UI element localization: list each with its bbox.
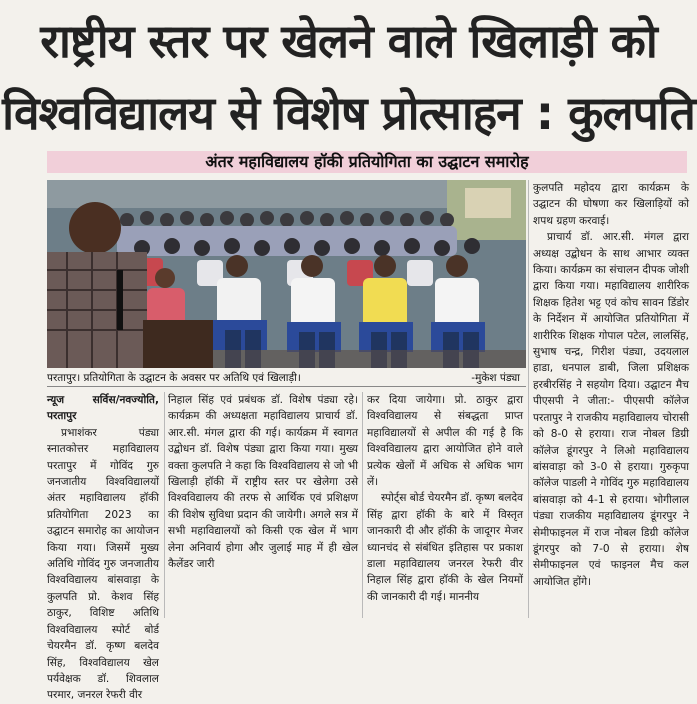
headline-line-1: राष्ट्रीय स्तर पर खेलने वाले खिलाड़ी को [40,14,657,68]
article-paragraph: प्राचार्य डॉ. आर.सी. मंगल द्वारा अध्यक्ष उद्बोधन के साथ आभार व्यक्त किया। कार्यक्रम का संचालन दीपक जोशी द्वारा किया गया। महाविद्यालय शारीरिक शिक्षक हितेश भट्ट एवं कोच सावन डिंडोर के निर्देशन में आयोजित प्रतियोगिता में शारीरिक शिक्षक गोपाल पटेल, लालसिंह, सुभाष चन्द्र, गिरीश पंड्या, उदयलाल हाडा, धनपाल डाबी, जिला प्रशिक्षक हरबीरसिंह ने सहयोग दिया। उद्घाटन मैच पीएसपी ने जीता:- पीएसपी कॉलेज परतापुर ने राजकीय महाविद्यालय चोरासी को 8-0 से हराया। राज नोबल डिग्री कॉलेज डूंगरपुर ने लिओ महाविद्यालय बांसवाड़ा को 3-0 से हराया। गुरुकृपा कॉलेज पाडली ने गोविंद गुरु महाविद्यालय बांसवाड़ा को 4-1 से हराया। भोगीलाल पंड्या राजकीय महाविद्यालय डूंगरपुर ने सेमीफाइनल में राज नोबल डिग्री कॉलेज डूंगरपुर को 7-0 से हराया। शेष सेमीफाइनल एवं फाइनल मैच कल आयोजित होंगे। [533,231,689,588]
article-paragraph: कुलपति महोदय द्वारा कार्यक्रम के उद्घाटन की घोषणा कर खिलाड़ियों को शपथ ग्रहण करवाई। [533,182,689,227]
article-column-3 [367,392,523,620]
article-column-2 [168,392,358,620]
article-paragraph: प्रभाशंकर पंड्या स्नातकोत्तर महाविद्यालय परतापुर में गोविंद गुरु जनजातीय विश्वविद्यालयों अंतर महाविद्यालय हॉकी प्रतियोगिता 2023 का उद्घाटन समारोह का आयोजन किया गया। जिसमें मुख्य अतिथि गोविंद गुरु जनजातीय विश्वविद्यालय बांसवाड़ा के कुलपति प्रो. केशव सिंह ठाकुर, विशिष्ट अतिथि विश्वविद्यालय स्पोर्ट बोर्ड चेयरमैन डॉ. कृष्ण बलदेव सिंह, विश्वविद्यालय खेल पर्यवेक्षक डॉ. शिवलाल परमार, जनरल रेफरी वीर [47,426,159,702]
article-column-4 [533,180,689,620]
news-photo [47,180,526,368]
article-paragraph: निहाल सिंह एवं प्रबंधक डॉ. विशेष पंड्या रहे। कार्यक्रम की अध्यक्षता महाविद्यालय प्राचार्य डॉ. आर.सी. मंगल द्वारा की गई। कार्यक्रम में स्वागत उद्बोधन डॉ. विशेष पंड्या द्वारा किया गया। मुख्य वक्ता कुलपति ने कहा कि विश्वविद्यालय से जो भी खिलाड़ी हॉकी में राष्ट्रीय स्तर पर खेलेगा उसे विश्वविद्यालय की तरफ से आर्थिक एवं प्रशिक्षण की विशेष सुविधा प्रदान की जायेगी। अगले सत्र में सभी महाविद्यालयों को किसी एक खेल में भाग लेना अनिवार्य होगा और जुलाई माह में ही खेल कैलेंडर जारी [168,394,358,571]
column-divider [528,180,529,618]
column-divider [362,392,363,618]
article-paragraph: स्पोर्ट्स बोर्ड चेयरमैन डॉ. कृष्ण बलदेव सिंह द्वारा हॉकी के बारे में विस्तृत जानकारी दी और हॉकी के जादूगर मेजर ध्यानचंद से संबंधित इतिहास पर प्रकाश डाला महाविद्यालय जनरल रेफरी वीर निहाल सिंह द्वारा हॉकी के खेल नियमों की जानकारी दी गई। माननीय [367,492,523,603]
headline-line-2: विश्वविद्यालय से विशेष प्रोत्साहन : कुलपति [2,86,695,140]
dateline: न्यूज सर्विस/नवज्योति, परतापुर [47,394,159,423]
article-paragraph: कर दिया जायेगा। प्रो. ठाकुर द्वारा विश्वविद्यालय से संबद्धता प्राप्त महाविद्यालयों से अपील की गई है कि विश्वविद्यालय द्वारा आयोजित होने वाले प्रत्येक खेलों में अधिक से अधिक भाग लें। [367,394,523,489]
column-divider [164,392,165,618]
subheadline: अंतर महाविद्यालय हॉकी प्रतियोगिता का उद्घाटन समारोह [47,151,687,173]
article-column-1 [47,392,159,702]
audience-photo-illustration [47,180,526,368]
photo-credit: -मुकेश पंड्या [471,372,520,384]
caption-text: परतापुर। प्रतियोगिता के उद्घाटन के अवसर पर अतिथि एवं खिलाड़ी। [47,372,301,384]
photo-caption [47,370,526,387]
